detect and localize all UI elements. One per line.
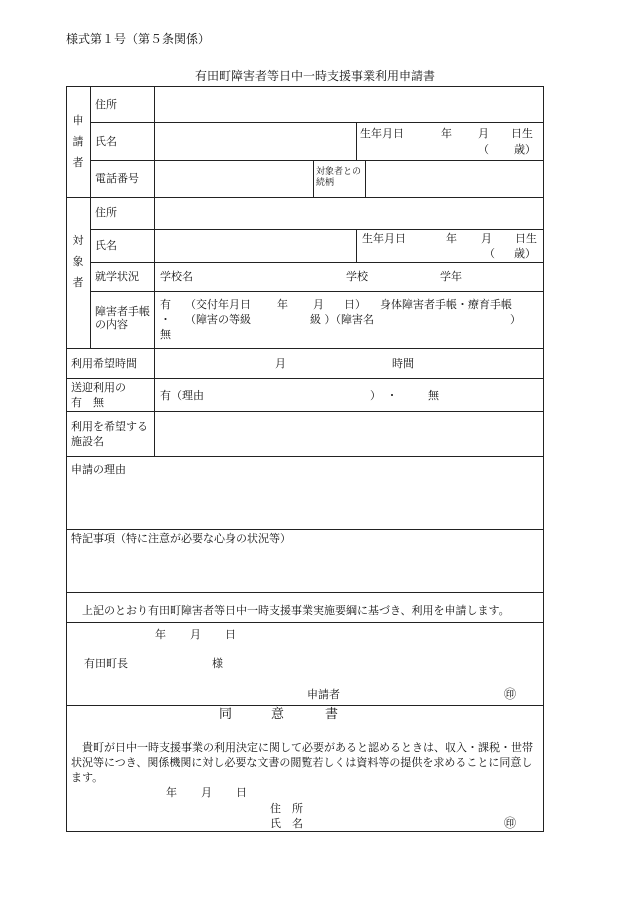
school-status-label: 就学状況 [95,270,139,283]
transport-label-2: 有 無 [71,396,104,409]
mayor-honorific: 様 [212,657,223,670]
usage-time-label: 利用希望時間 [71,357,137,370]
transport-close: ） ・ [370,389,398,402]
consent-name-label: 氏 名 [270,817,303,830]
disability-dot: ・ [160,313,171,326]
reason-label: 申請の理由 [71,463,126,476]
disability-day: 日） [344,298,366,311]
usage-month: 月 [275,357,286,370]
subject-address-field[interactable] [156,200,542,227]
applicant-address-label: 住所 [95,98,117,111]
subject-age-open: （ [484,247,495,260]
notes-field[interactable] [70,548,540,590]
declaration-day: 日 [225,628,236,641]
consent-title-3: 書 [325,707,339,722]
disability-grade: （障害の等級 [185,313,251,326]
facility-field[interactable] [156,414,542,454]
consent-body: 貴町が日中一時支援事業の利用決定に関して必要があると認めるときは、収入・課税・世帯状況等につき、関係機関に対し必要な文書の閲覧若しくは資料等の提供を求めることに同意します。 [71,741,533,784]
disability-close: ） [510,313,521,326]
facility-label: 利用を希望する施設名 [71,420,148,448]
subject-name-label: 氏名 [95,239,117,252]
reason-field[interactable] [70,478,540,526]
consent-title-2: 意 [271,707,285,722]
applicant-name-field[interactable] [156,125,353,158]
disability-type: 身体障害者手帳・療育手帳 [380,298,512,311]
subject-address-label: 住所 [95,206,117,219]
form-title: 有田町障害者等日中一時支援事業利用申請書 [194,69,435,83]
relation-label: 対象者との続柄 [316,167,362,188]
usage-hours: 時間 [392,357,414,370]
consent-month: 月 [201,786,212,799]
school-name-label: 学校名 [160,270,193,283]
transport-no: 無 [428,389,439,402]
disability-year: 年 [277,298,288,311]
disability-grade-suffix: 級 ）（障害名 [310,313,374,326]
form-number: 様式第１号（第５条関係） [66,32,211,46]
disability-month: 月 [313,298,324,311]
notes-label: 特記事項（特に注意が必要な心身の状況等） [71,532,291,545]
relation-field[interactable] [368,163,542,194]
applicant-birth-label: 生年月日 [360,127,404,140]
subject-birth-day: 日生 [515,232,537,245]
transport-yes: 有（理由 [160,389,204,402]
disability-issue-date: （交付年月日 [185,298,251,311]
disability-handbook-label: 障害者手帳の内容 [95,305,150,331]
applicant-age-open: （ [478,143,489,156]
subject-birth-year: 年 [446,232,457,245]
consent-year: 年 [166,786,177,799]
applicant-name-label: 氏名 [95,135,117,148]
consent-address-label: 住 所 [270,802,303,815]
applicant-birth-year: 年 [441,127,452,140]
applicant-birth-month: 月 [478,127,489,140]
disability-yes: 有 [160,298,171,311]
applicant-age-label: 歳） [514,143,536,156]
mayor-label: 有田町長 [84,657,128,670]
declaration-seal-icon: ㊞ [504,687,517,701]
subject-name-field[interactable] [156,232,353,260]
transport-label-1: 送迎利用の [71,381,126,394]
applicant-group-label: 申請者 [72,114,84,169]
applicant-phone-field[interactable] [156,163,310,194]
subject-birth-label: 生年月日 [362,232,406,245]
declaration-month: 月 [190,628,201,641]
consent-seal-icon: ㊞ [504,816,517,830]
subject-group-label: 対象者 [72,234,84,289]
declaration-year: 年 [155,628,166,641]
disability-no: 無 [160,328,171,341]
applicant-signature-label: 申請者 [307,688,340,701]
subject-birth-month: 月 [481,232,492,245]
applicant-birth-day: 日生 [511,127,533,140]
consent-title-1: 同 [219,707,233,722]
declaration-statement: 上記のとおり有田町障害者等日中一時支援事業実施要綱に基づき、利用を申請します。 [82,604,510,617]
grade-label: 学年 [440,270,462,283]
applicant-address-field[interactable] [156,89,542,120]
applicant-phone-label: 電話番号 [95,172,139,185]
school-suffix: 学校 [346,270,368,283]
subject-age-label: 歳） [514,247,536,260]
consent-day: 日 [236,786,247,799]
